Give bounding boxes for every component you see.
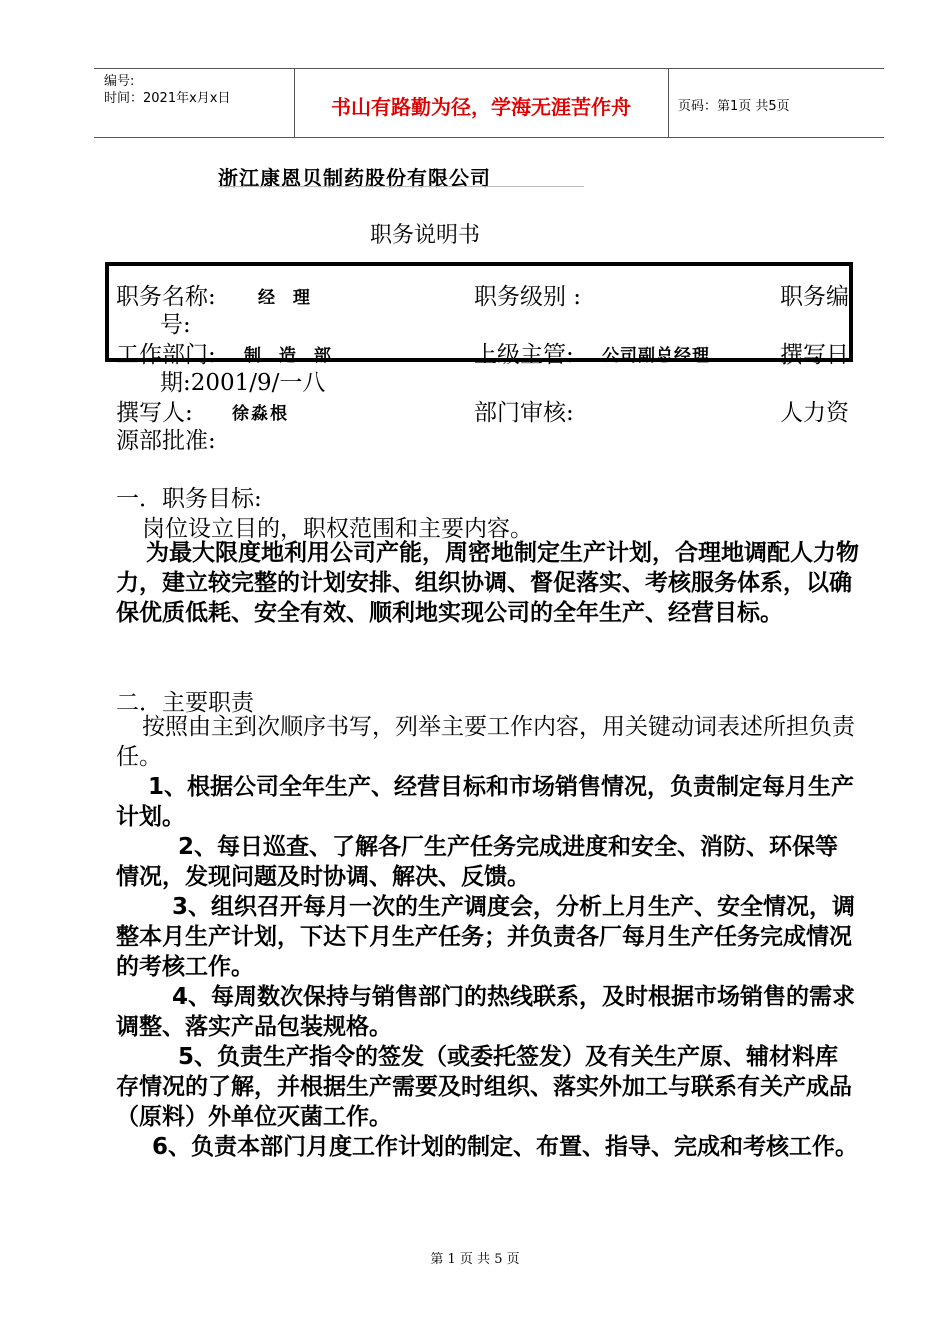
job-code-label-cont: 号: [160, 312, 191, 338]
header-divider [668, 69, 669, 137]
page-header [94, 68, 884, 138]
duty-item: 2、每日巡查、了解各厂生产任务完成进度和安全、消防、环保等情况，发现问题及时协调、解决、反馈。 [116, 834, 839, 890]
hr-approval-label: 人力资 [780, 400, 849, 426]
hr-approval-label-cont: 源部批准: [116, 428, 216, 454]
writer-label: 撰写人: [116, 400, 193, 426]
department-review-label: 部门审核: [474, 400, 574, 426]
job-level-label: 职务级别 : [474, 284, 582, 310]
department-label: 工作部门: [116, 342, 216, 368]
section1-subtitle: 岗位设立目的，职权范围和主要内容。 [142, 516, 533, 542]
section2-subtitle: 按照由主到次顺序书写，列举主要工作内容，用关键动词表述所担负责任。 [116, 714, 855, 770]
supervisor-value: 公司副总经理 [602, 346, 710, 366]
header-page-info: 页码：第1页 共5页 [678, 99, 790, 114]
code-label: 编号: [104, 74, 135, 89]
section2-heading: 二．主要职责 [116, 690, 254, 716]
written-date-label: 撰写日 [780, 342, 849, 368]
header-meta [104, 73, 230, 107]
supervisor-label: 上级主管: [474, 342, 574, 368]
page-footer: 第 1 页 共 5 页 [430, 1252, 520, 1267]
duty-item: 5、负责生产指令的签发（或委托签发）及有关生产原、辅材料库存情况的了解，并根据生产需要及时组织、落实外加工与联系有关产成品（原料）外单位灭菌工作。 [116, 1044, 852, 1130]
section1-heading: 一．职务目标: [116, 486, 262, 512]
job-name-value: 经 理 [258, 288, 316, 308]
time-label: 时间：2021年x月x日 [104, 91, 231, 106]
section1-body: 为最大限度地利用公司产能，周密地制定生产计划，合理地调配人力物力，建立较完整的计划安排、组织协调、督促落实、考核服务体系，以确保优质低耗、安全有效、顺利地实现公司的全年生产、经营目标。 [116, 540, 859, 626]
job-code-label: 职务编 [780, 284, 849, 310]
written-date-value: 期:2001/9/一八 [160, 370, 326, 396]
header-motto: 书山有路勤为径，学海无涯苦作舟 [331, 95, 631, 119]
department-value: 制 造 部 [244, 346, 337, 366]
company-underline [218, 186, 584, 187]
job-name-label: 职务名称: [116, 284, 216, 310]
duty-item: 1、根据公司全年生产、经营目标和市场销售情况，负责制定每月生产计划。 [116, 774, 855, 830]
writer-value: 徐淼根 [232, 404, 289, 424]
duty-item: 6、负责本部门月度工作计划的制定、布置、指导、完成和考核工作。 [152, 1134, 859, 1160]
duty-item: 3、组织召开每月一次的生产调度会，分析上月生产、安全情况，调整本月生产计划，下达下月生产任务；并负责各厂每月生产任务完成情况的考核工作。 [116, 894, 856, 980]
document-title: 职务说明书 [370, 223, 481, 248]
duty-item: 4、每周数次保持与销售部门的热线联系，及时根据市场销售的需求调整、落实产品包装规格。 [116, 984, 856, 1040]
company-name: 浙江康恩贝制药股份有限公司 [218, 166, 491, 190]
